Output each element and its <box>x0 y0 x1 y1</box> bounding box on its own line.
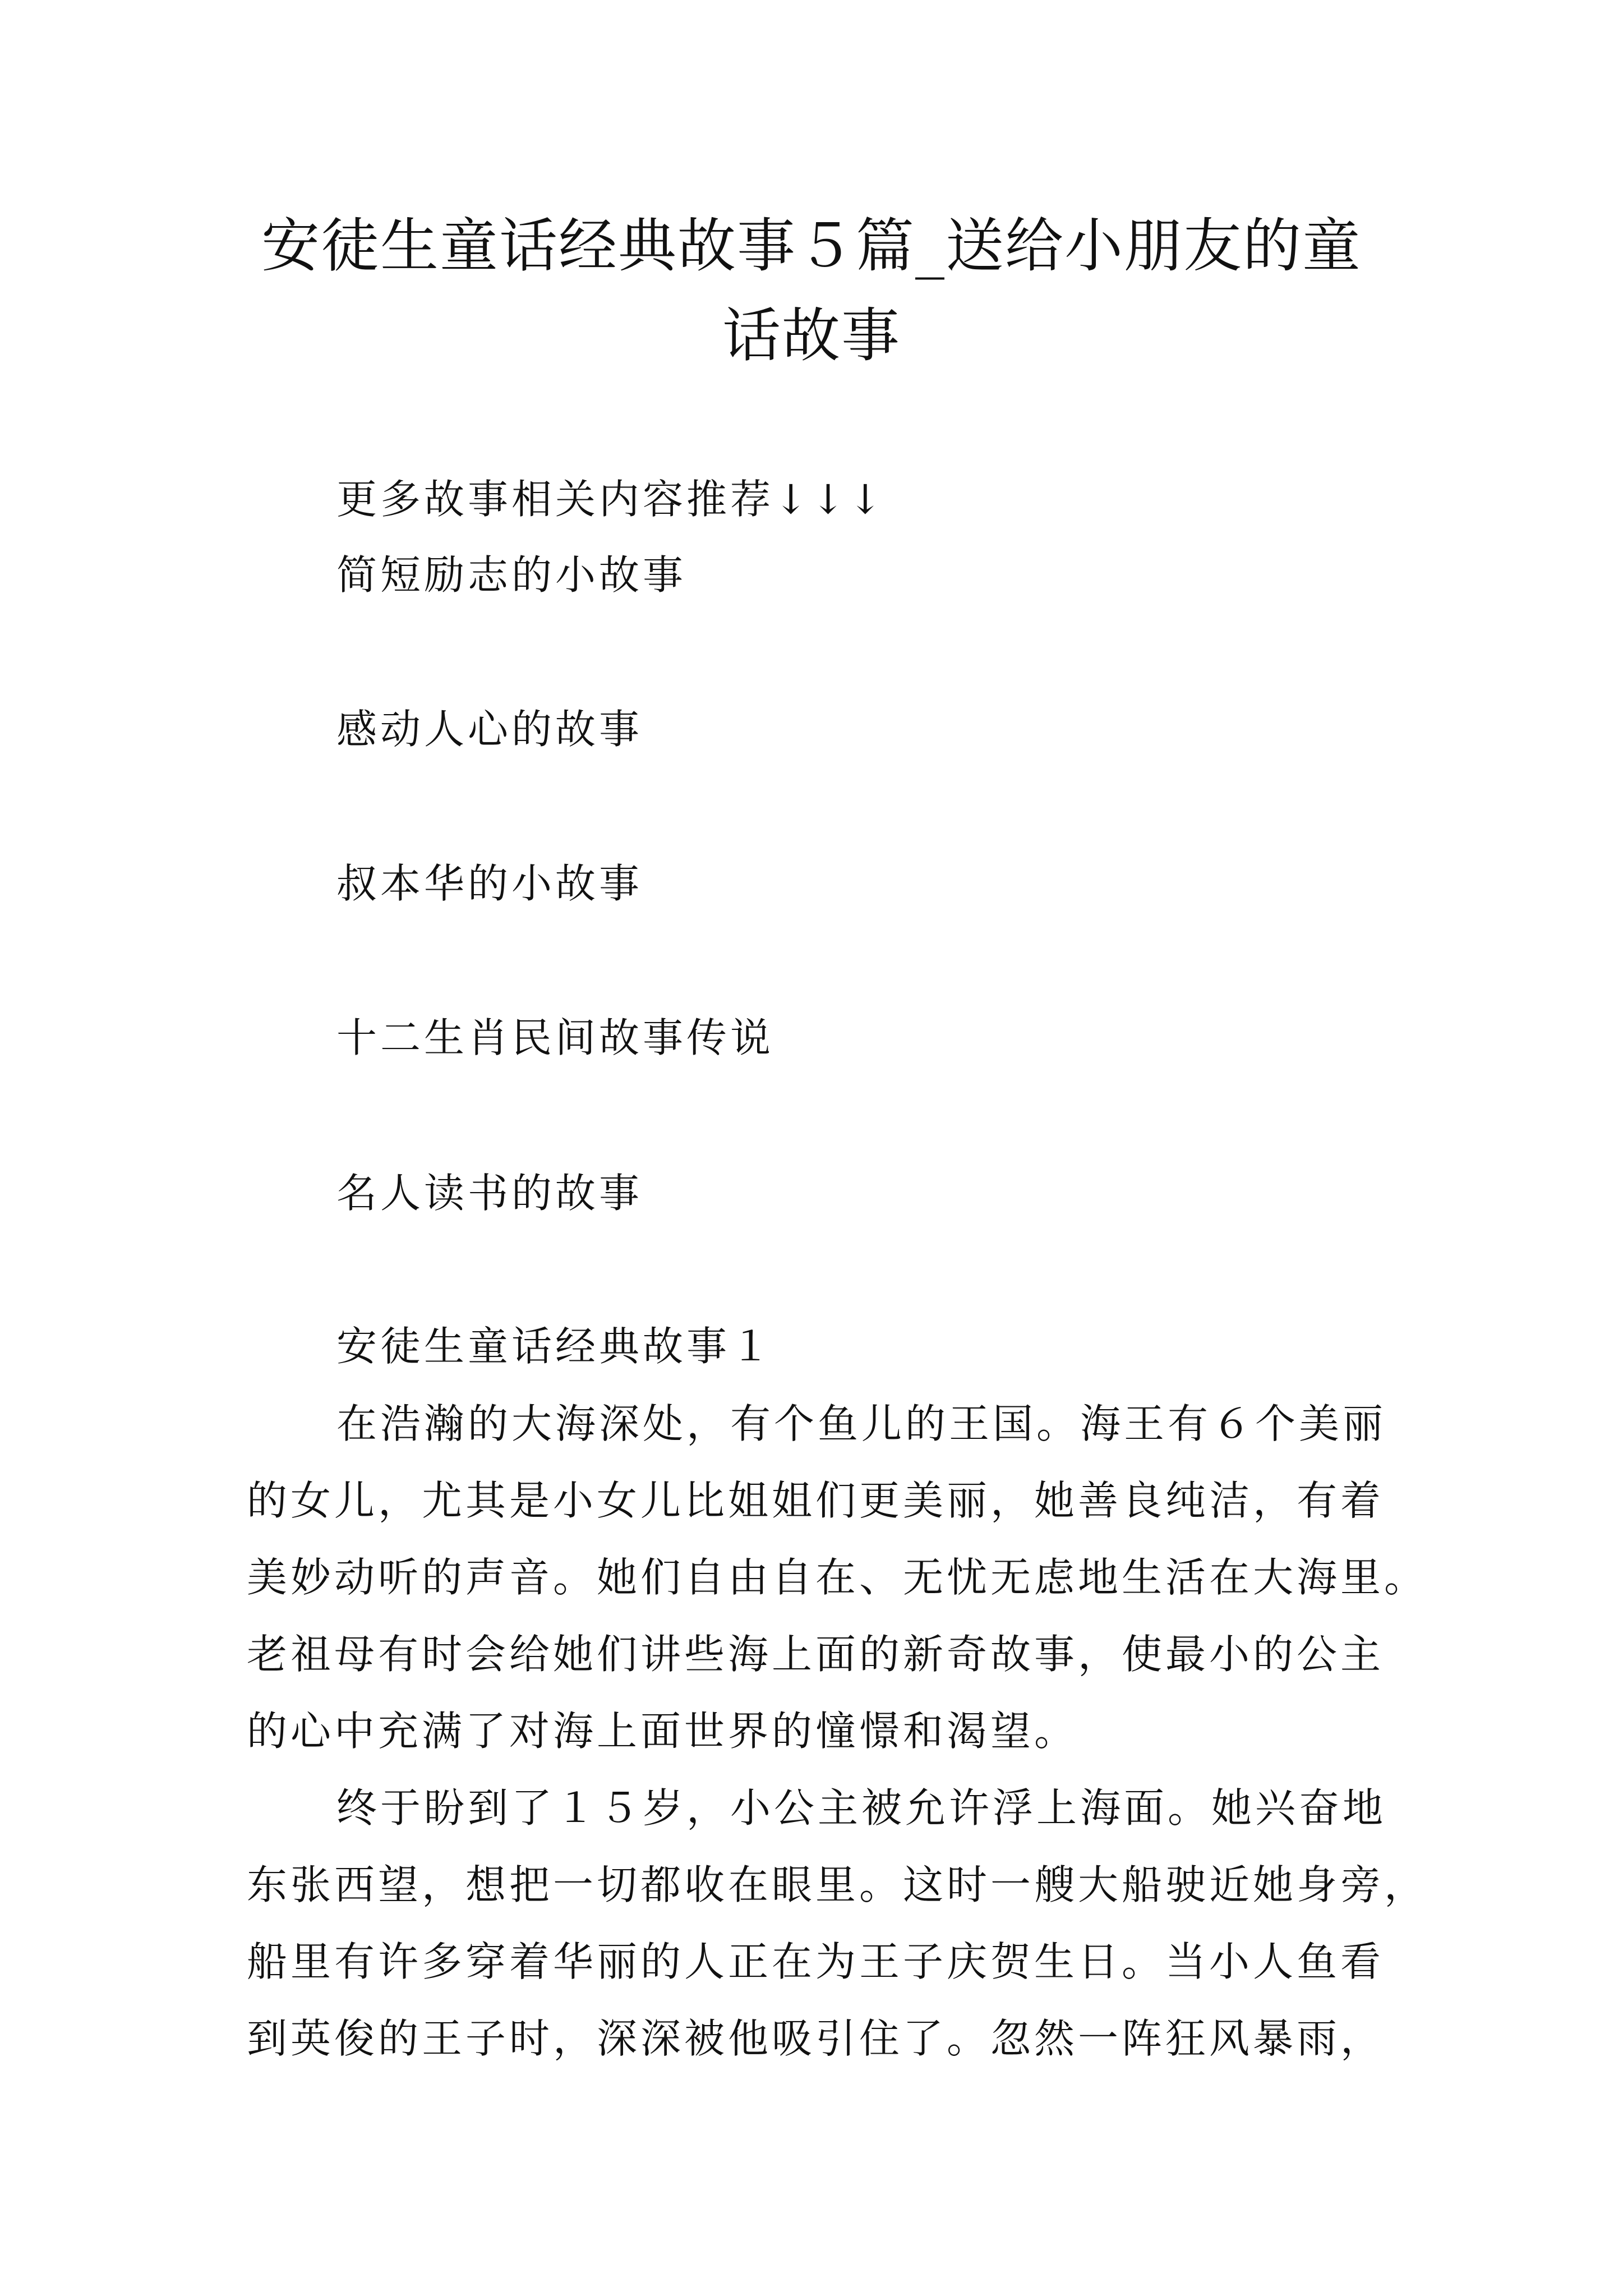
paragraph-2-line: 终于盼到了１５岁，小公主被允许浮上海面。她兴奋地 <box>336 1784 1387 1832</box>
paragraph-2-line: 东张西望，想把一切都收在眼里。这时一艘大船驶近她身旁， <box>247 1861 1428 1908</box>
paragraph-1-line: 的心中充满了对海上面世界的憧憬和渴望。 <box>247 1708 1078 1755</box>
recommend-link-4[interactable]: 十二生肖民间故事传说 <box>336 1014 774 1061</box>
paragraph-1 <box>247 1386 1428 1770</box>
recommend-link-5[interactable]: 名人读书的故事 <box>336 1170 643 1217</box>
recommend-link-3[interactable]: 叔本华的小故事 <box>336 860 643 907</box>
recommend-link-1[interactable]: 简短励志的小故事 <box>336 551 687 599</box>
title-line-1: 安徒生童话经典故事５篇_送给小朋友的童 <box>261 211 1362 280</box>
recommend-link-2[interactable]: 感动人心的故事 <box>336 706 643 753</box>
paragraph-2 <box>247 1770 1428 2077</box>
recommend-header: 更多故事相关内容推荐↓↓↓ <box>336 476 886 523</box>
section-heading: 安徒生童话经典故事１ <box>336 1323 774 1370</box>
paragraph-1-line: 美妙动听的声音。她们自由自在、无忧无虑地生活在大海里。 <box>247 1554 1428 1601</box>
document-title <box>236 201 1387 380</box>
title-line-2: 话故事 <box>722 301 901 370</box>
paragraph-2-line: 船里有许多穿着华丽的人正在为王子庆贺生日。当小人鱼看 <box>247 1938 1385 1985</box>
paragraph-1-line: 老祖母有时会给她们讲些海上面的新奇故事，使最小的公主 <box>247 1631 1385 1678</box>
paragraph-1-line: 的女儿，尤其是小女儿比姐姐们更美丽，她善良纯洁，有着 <box>247 1477 1385 1524</box>
paragraph-1-line: 在浩瀚的大海深处，有个鱼儿的王国。海王有６个美丽 <box>336 1400 1387 1447</box>
paragraph-2-line: 到英俊的王子时，深深被他吸引住了。忽然一阵狂风暴雨， <box>247 2015 1385 2062</box>
